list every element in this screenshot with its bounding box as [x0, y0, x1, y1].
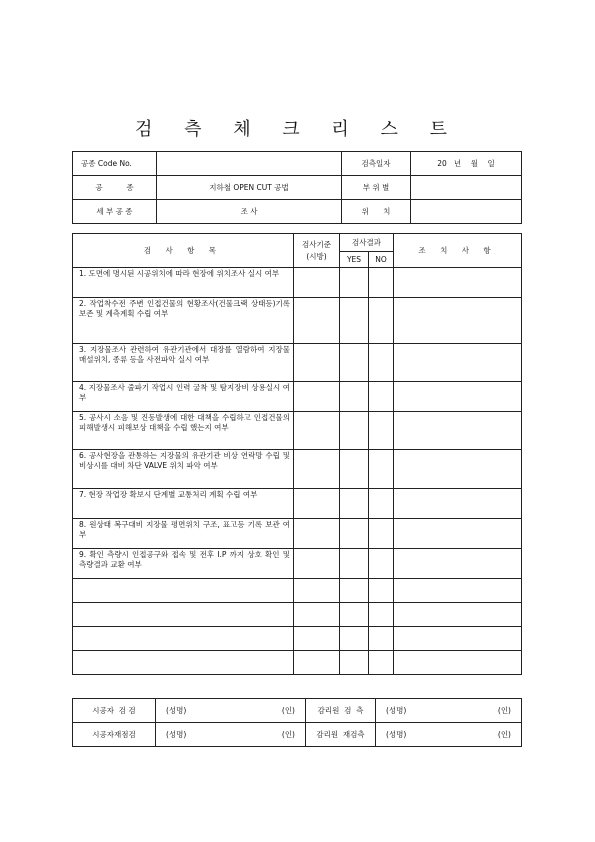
standard-cell[interactable] [294, 489, 340, 519]
work-value[interactable]: 지하철 OPEN CUT 공법 [157, 176, 342, 200]
loc-value[interactable] [411, 200, 522, 224]
blank-row [73, 627, 522, 651]
action-cell[interactable] [394, 603, 522, 627]
col-items-header: 검 사 항 목 [73, 234, 294, 268]
no-cell[interactable] [369, 603, 394, 627]
no-cell[interactable] [369, 519, 394, 549]
contractor-name: (성명) [166, 706, 187, 715]
standard-cell[interactable] [294, 651, 340, 675]
action-cell[interactable] [394, 651, 522, 675]
checklist-item-text: 4. 지장물조사 줄파기 작업시 인력 굴착 및 탐지장비 상용실시 여부 [73, 382, 294, 412]
no-cell[interactable] [369, 489, 394, 519]
table-row [73, 489, 522, 519]
table-row [73, 412, 522, 450]
supervisor-re-sign-field[interactable] [376, 723, 522, 747]
yes-cell[interactable] [340, 603, 369, 627]
no-cell[interactable] [369, 412, 394, 450]
supervisor-re-label: 감리원 재검측 [306, 723, 376, 747]
supervisor-sign-field[interactable] [376, 699, 522, 723]
contractor-re-sign-field[interactable] [156, 723, 306, 747]
yes-cell[interactable] [340, 549, 369, 579]
blank-row [73, 603, 522, 627]
item-cell[interactable] [73, 627, 294, 651]
col-yes-header: YES [340, 252, 369, 268]
action-cell[interactable] [394, 450, 522, 489]
contractor-sign-field[interactable] [156, 699, 306, 723]
page-title: 검 측 체 크 리 스 트 [134, 119, 461, 140]
standard-cell[interactable] [294, 412, 340, 450]
table-row [73, 268, 522, 298]
item-cell[interactable] [73, 579, 294, 603]
contractor-re-seal: (인) [281, 730, 295, 739]
standard-cell[interactable] [294, 450, 340, 489]
contractor-re-name: (성명) [166, 730, 187, 739]
checklist-item-text: 5. 공사시 소음 및 진동발생에 대한 대책을 수립하고 인접건물의 피해발생시 피해보상 대책을 수립 했는지 여부 [73, 412, 294, 450]
no-cell[interactable] [369, 450, 394, 489]
checklist-item-text: 7. 현장 작업장 확보시 단계별 교통처리 계획 수립 여부 [73, 489, 294, 519]
action-cell[interactable] [394, 268, 522, 298]
standard-cell[interactable] [294, 549, 340, 579]
loc-label: 위 치 [342, 200, 411, 224]
table-row [73, 450, 522, 489]
dept-value[interactable] [411, 176, 522, 200]
yes-cell[interactable] [340, 298, 369, 344]
blank-row [73, 579, 522, 603]
dept-label: 부 위 별 [342, 176, 411, 200]
item-cell[interactable] [73, 603, 294, 627]
header-table [72, 151, 522, 224]
action-cell[interactable] [394, 549, 522, 579]
checklist-table [72, 233, 522, 675]
standard-cell[interactable] [294, 579, 340, 603]
action-cell[interactable] [394, 344, 522, 382]
col-no-header: NO [369, 252, 394, 268]
action-cell[interactable] [394, 412, 522, 450]
supervisor-label: 감리원 검 측 [306, 699, 376, 723]
no-cell[interactable] [369, 579, 394, 603]
no-cell[interactable] [369, 268, 394, 298]
supervisor-name: (성명) [386, 706, 407, 715]
yes-cell[interactable] [340, 412, 369, 450]
work-label: 공 종 [73, 176, 157, 200]
yes-cell[interactable] [340, 519, 369, 549]
no-cell[interactable] [369, 382, 394, 412]
table-row [73, 382, 522, 412]
standard-cell[interactable] [294, 268, 340, 298]
action-cell[interactable] [394, 519, 522, 549]
col-standard-header: 검사기준 (시방) [294, 234, 340, 268]
yes-cell[interactable] [340, 382, 369, 412]
no-cell[interactable] [369, 627, 394, 651]
date-label: 검측일자 [342, 152, 411, 176]
action-cell[interactable] [394, 298, 522, 344]
standard-cell[interactable] [294, 627, 340, 651]
supervisor-re-seal: (인) [497, 730, 511, 739]
checklist-item-text: 3. 지장물조사 관련하여 유관기관에서 대장를 열람하여 지장물 매설위치, 종류 등을 사전파악 실시 여부 [73, 344, 294, 382]
blank-row [73, 651, 522, 675]
no-cell[interactable] [369, 344, 394, 382]
checklist-item-text: 9. 확인 측량시 인접공구와 접속 및 전후 I.P 까지 상호 확인 및 측량결과 교환 여부 [73, 549, 294, 579]
col-action-header: 조 치 사 항 [394, 234, 522, 268]
supervisor-seal: (인) [497, 706, 511, 715]
signature-table [72, 698, 522, 747]
action-cell[interactable] [394, 579, 522, 603]
no-cell[interactable] [369, 298, 394, 344]
checklist-item-text: 6. 공사현장을 관통하는 지장물의 유관기관 비상 연락망 수립 및 비상시를 대비 차단 VALVE 위치 파악 여부 [73, 450, 294, 489]
col-result-header: 검사결과 [340, 234, 394, 252]
table-row [73, 344, 522, 382]
code-label: 공종 Code No. [73, 152, 157, 176]
standard-cell[interactable] [294, 603, 340, 627]
yes-cell[interactable] [340, 268, 369, 298]
standard-cell[interactable] [294, 344, 340, 382]
yes-cell[interactable] [340, 651, 369, 675]
sub-label: 세 부 공 종 [73, 200, 157, 224]
no-cell[interactable] [369, 549, 394, 579]
action-cell[interactable] [394, 489, 522, 519]
checklist-item-text: 1. 도면에 명시된 시공위치에 따라 현장에 위치조사 실시 여부 [73, 268, 294, 298]
standard-cell[interactable] [294, 298, 340, 344]
checklist-item-text: 8. 원상태 복구대비 지장물 평면위치 구조, 표고등 기록 보관 여부 [73, 519, 294, 549]
supervisor-re-name: (성명) [386, 730, 407, 739]
table-row [73, 298, 522, 344]
table-row [73, 549, 522, 579]
code-value[interactable] [157, 152, 342, 176]
contractor-re-label: 시공자재점검 [73, 723, 156, 747]
yes-cell[interactable] [340, 627, 369, 651]
action-cell[interactable] [394, 627, 522, 651]
contractor-label: 시공자 검 검 [73, 699, 156, 723]
table-row [73, 519, 522, 549]
sub-value[interactable]: 조 사 [157, 200, 342, 224]
contractor-seal: (인) [281, 706, 295, 715]
yes-cell[interactable] [340, 344, 369, 382]
no-cell[interactable] [369, 651, 394, 675]
yes-cell[interactable] [340, 450, 369, 489]
standard-cell[interactable] [294, 519, 340, 549]
standard-cell[interactable] [294, 382, 340, 412]
date-value[interactable]: 20 년 월 일 [411, 152, 522, 176]
yes-cell[interactable] [340, 579, 369, 603]
checklist-item-text: 2. 작업착수전 주변 인접건물의 현황조사(건물크랙 상태등)기록보존 및 계측계획 수립 여부 [73, 298, 294, 344]
action-cell[interactable] [394, 382, 522, 412]
yes-cell[interactable] [340, 489, 369, 519]
item-cell[interactable] [73, 651, 294, 675]
